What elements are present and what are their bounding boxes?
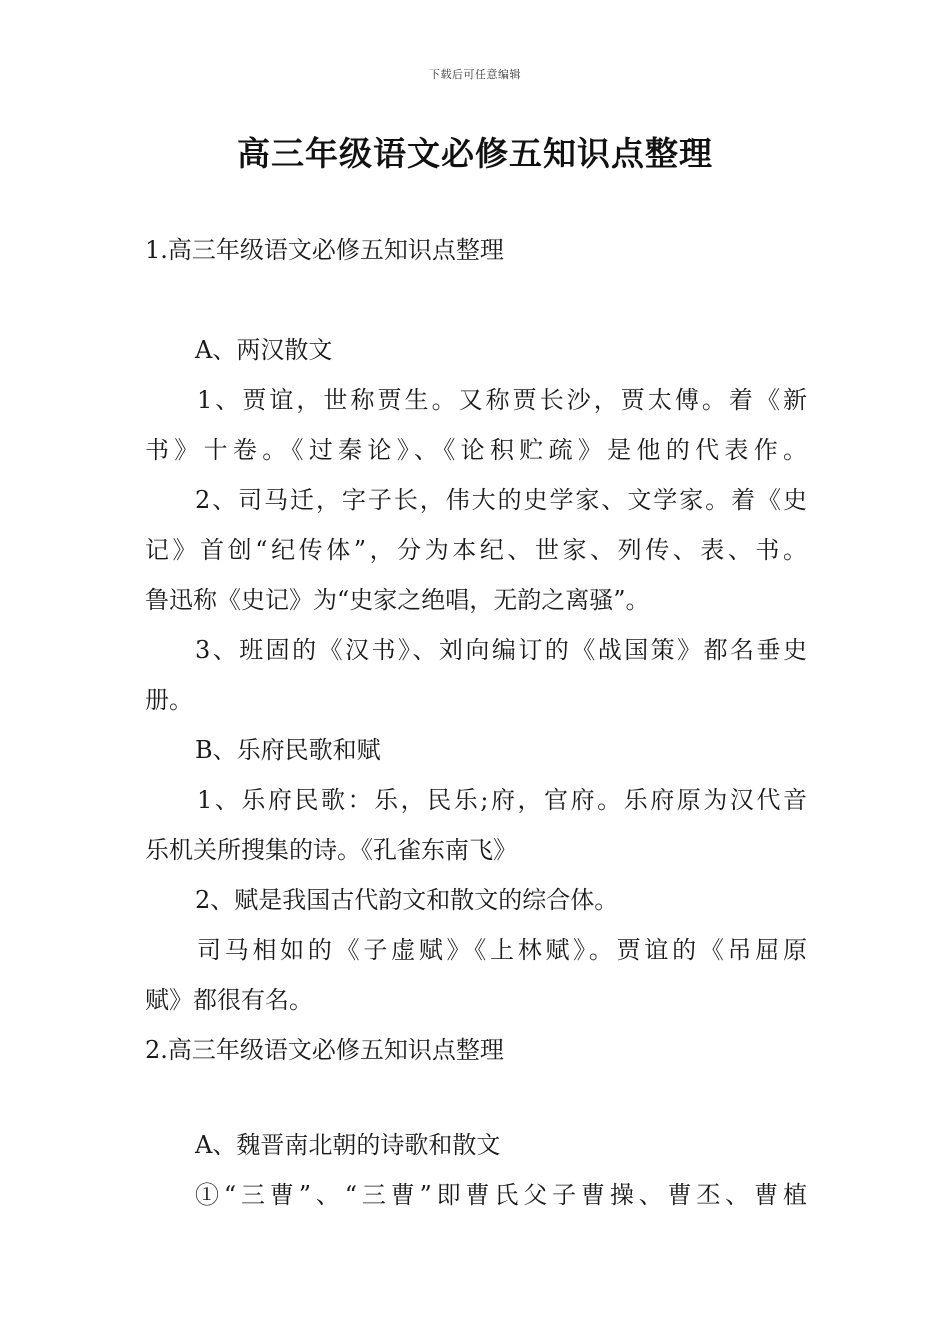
paragraph-line: 记》首创“纪传体”，分为本纪、世家、列传、表、书。 — [145, 536, 807, 564]
paragraph-line: ①“三曹”、“三曹”即曹氏父子曹操、曹丕、曹植 — [195, 1181, 807, 1209]
subheading-a: A、魏晋南北朝的诗歌和散文 — [195, 1131, 501, 1159]
paragraph-line: 2、司马迁，字子长，伟大的史学家、文学家。着《史 — [195, 486, 807, 514]
subheading-a: A、两汉散文 — [195, 336, 333, 364]
paragraph-line: 乐机关所搜集的诗。《孔雀东南飞》 — [145, 836, 517, 864]
section-1-content — [145, 325, 807, 1075]
paragraph-line: 1、乐府民歌：乐，民乐;府，官府。乐府原为汉代音 — [197, 786, 807, 814]
subheading-b: B、乐府民歌和赋 — [195, 736, 381, 764]
paragraph-line: 书》十卷。《过秦论》、《论积贮疏》是他的代表作。 — [145, 436, 807, 464]
paragraph-line: 册。 — [145, 686, 193, 714]
paragraph-line: 赋》都很有名。 — [145, 986, 313, 1014]
paragraph-line: 2、赋是我国古代韵文和散文的综合体。 — [195, 886, 619, 914]
section-heading-1: 1.高三年级语文必修五知识点整理 — [145, 236, 504, 264]
paragraph-line: 鲁迅称《史记》为“史家之绝唱，无韵之离骚”。 — [145, 586, 650, 614]
section-heading-2: 2.高三年级语文必修五知识点整理 — [145, 1036, 504, 1064]
paragraph-line: 1、贾谊，世称贾生。又称贾长沙，贾太傅。着《新 — [197, 386, 807, 414]
section-1 — [145, 225, 807, 275]
section-2-content — [145, 1120, 807, 1220]
document-title: 高三年级语文必修五知识点整理 — [237, 134, 713, 173]
header-note: 下载后可任意编辑 — [429, 68, 521, 81]
paragraph-line: 3、班固的《汉书》、刘向编订的《战国策》都名垂史 — [195, 636, 807, 664]
paragraph-line: 司马相如的《子虚赋》《上林赋》。贾谊的《吊屈原 — [197, 936, 807, 964]
